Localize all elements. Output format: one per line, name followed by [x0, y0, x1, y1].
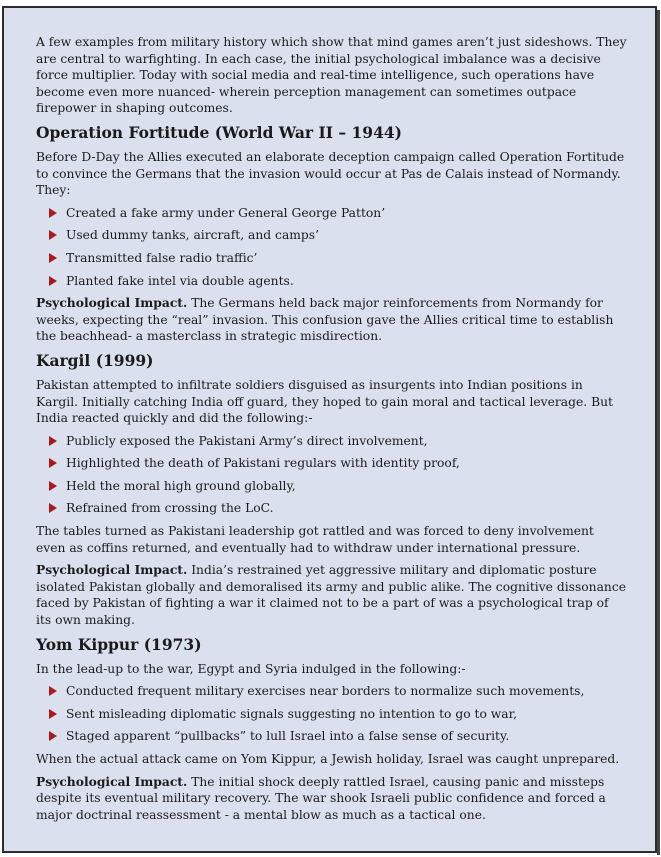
section-intro: Pakistan attempted to infiltrate soldiers disguised as insurgents into Indian positions in Kargil. Initially catching India off guard, they hoped to gain moral and tactical leverage. But India reacted quickly and did the following:- — [36, 377, 613, 426]
triangle-bullet-icon — [49, 686, 57, 696]
triangle-bullet-icon — [49, 253, 57, 263]
section-heading-kargil: Kargil (1999) — [36, 350, 154, 370]
triangle-bullet-icon — [49, 458, 57, 468]
section-intro: In the lead-up to the war, Egypt and Syria indulged in the following:- — [36, 661, 466, 676]
triangle-bullet-icon — [49, 709, 57, 719]
impact-text: The Germans held back major reinforcements from Normandy for weeks, expecting the “real” invasion. This confusion gave the Allies critical time to establish the beachhead- a masterclass in strategic misdirection. — [36, 296, 614, 344]
triangle-bullet-icon — [49, 481, 57, 491]
section-heading-fortitude: Operation Fortitude (World War II – 1944) — [36, 122, 402, 142]
impact-paragraph — [36, 562, 627, 628]
triangle-bullet-icon — [49, 436, 57, 446]
list-item: Transmitted false radio traffic’ — [36, 250, 627, 267]
impact-label: Psychological Impact. — [36, 295, 188, 311]
list-item: Highlighted the death of Pakistani regulars with identity proof, — [36, 455, 627, 472]
triangle-bullet-icon — [49, 503, 57, 513]
bullet-list — [36, 205, 627, 289]
triangle-bullet-icon — [49, 276, 57, 286]
section-intro: Before D-Day the Allies executed an elaborate deception campaign called Operation Fortitude to convince the Germans that the invasion would occur at Pas de Calais instead of Normandy. They: — [36, 149, 625, 198]
section-after-paragraph: The tables turned as Pakistani leadership got rattled and was forced to deny involvement even as coffins returned, and eventually had to withdraw under international pressure. — [36, 524, 594, 555]
list-item: Sent misleading diplomatic signals suggesting no intention to go to war, — [36, 706, 627, 723]
impact-paragraph — [36, 774, 627, 824]
section-heading-yom-kippur: Yom Kippur (1973) — [36, 634, 202, 654]
list-item: Publicly exposed the Pakistani Army’s direct involvement, — [36, 433, 627, 450]
list-item: Refrained from crossing the LoC. — [36, 500, 627, 517]
impact-text: The initial shock deeply rattled Israel, causing panic and missteps despite its eventual military recovery. The war shook Israeli public confidence and forced a major doctrinal reassessment - a mental blow as much as a tactical one. — [36, 774, 606, 822]
list-item: Held the moral high ground globally, — [36, 478, 627, 495]
panel-shadow — [657, 10, 660, 855]
bullet-list — [36, 683, 627, 745]
impact-paragraph — [36, 295, 627, 345]
impact-text: India’s restrained yet aggressive military and diplomatic posture isolated Pakistan globally and demoralised its army and public alike. The cognitive dissonance faced by Pakistan of fighting a war it claimed not to be a part of was a psychological trap of its own making. — [36, 563, 626, 628]
section-after-paragraph: When the actual attack came on Yom Kippur, a Jewish holiday, Israel was caught unprepared. — [36, 752, 620, 766]
impact-label: Psychological Impact. — [36, 562, 188, 578]
intro-paragraph: A few examples from military history which show that mind games aren’t just sideshows. They are central to warfighting. In each case, the initial psychological imbalance was a decisive force multiplier. Today with social media and real-time intelligence, such operations have become even more nuanced- wherein perception management can sometimes outpace firepower in shaping outcomes. — [36, 35, 627, 116]
triangle-bullet-icon — [49, 208, 57, 218]
article-panel — [2, 6, 657, 853]
list-item: Used dummy tanks, aircraft, and camps’ — [36, 227, 627, 244]
list-item: Planted fake intel via double agents. — [36, 273, 627, 290]
list-item: Staged apparent “pullbacks” to lull Israel into a false sense of security. — [36, 728, 627, 745]
list-item: Conducted frequent military exercises near borders to normalize such movements, — [36, 683, 627, 700]
triangle-bullet-icon — [49, 230, 57, 240]
bullet-list — [36, 433, 627, 517]
list-item: Created a fake army under General George Patton’ — [36, 205, 627, 222]
impact-label: Psychological Impact. — [36, 773, 188, 789]
triangle-bullet-icon — [49, 731, 57, 741]
